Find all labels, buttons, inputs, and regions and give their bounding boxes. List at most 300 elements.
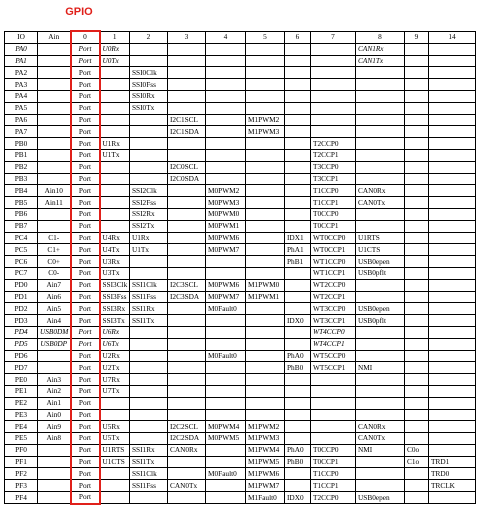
function-cell [246,220,285,232]
function-cell [429,102,476,114]
table-row [5,90,476,102]
function-cell [356,350,405,362]
function-cell [405,126,429,138]
function-cell [130,267,168,279]
analog-input-cell: Ain10 [38,185,71,197]
function-cell [246,409,285,421]
function-cell: I2C0SCL [168,161,206,173]
function-cell [168,90,206,102]
function-cell: M1PWM6 [246,468,285,480]
function-cell [429,315,476,327]
function-cell [246,350,285,362]
function-cell [168,244,206,256]
gpio-port-cell: Port [71,102,100,114]
table-row [5,114,476,126]
function-cell [206,161,246,173]
header-func-9: 9 [405,31,429,43]
gpio-port-cell: Port [71,173,100,185]
function-cell [405,279,429,291]
function-cell [405,421,429,433]
function-cell: T2CCP0 [311,138,356,150]
function-cell [246,315,285,327]
function-cell: T1CCP0 [311,185,356,197]
function-cell [100,67,130,79]
function-cell: U1RTS [100,444,130,456]
pin-name: PD3 [5,315,38,327]
function-cell: SSI1Rx [130,303,168,315]
function-cell [246,208,285,220]
function-cell: M1PWM3 [246,433,285,445]
analog-input-cell [38,138,71,150]
function-cell [246,149,285,161]
table-row [5,220,476,232]
function-cell [285,185,311,197]
pin-name: PB3 [5,173,38,185]
function-cell [356,374,405,386]
function-cell: T1CCP0 [311,468,356,480]
function-cell [356,326,405,338]
function-cell [429,326,476,338]
function-cell [246,303,285,315]
function-cell [285,197,311,209]
function-cell: M0PWM6 [206,232,246,244]
function-cell [100,468,130,480]
function-cell [356,208,405,220]
function-cell: SSI3Clk [100,279,130,291]
function-cell [246,43,285,55]
analog-input-cell [38,362,71,374]
header-func-14: 14 [429,31,476,43]
pin-name: PA2 [5,67,38,79]
function-cell [429,374,476,386]
function-cell [356,338,405,350]
function-cell [405,303,429,315]
table-row [5,173,476,185]
function-cell [285,79,311,91]
header-ain: Ain [38,31,71,43]
function-cell: C0o [405,444,429,456]
function-cell: WT3CCP1 [311,315,356,327]
function-cell [206,409,246,421]
pin-name: PB0 [5,138,38,150]
pin-mux-table [4,30,476,505]
pin-name: PE4 [5,421,38,433]
function-cell [405,350,429,362]
function-cell [405,173,429,185]
function-cell [168,468,206,480]
function-cell [356,385,405,397]
function-cell [356,67,405,79]
function-cell [206,149,246,161]
function-cell [311,102,356,114]
analog-input-cell [38,161,71,173]
function-cell [405,385,429,397]
function-cell [285,208,311,220]
function-cell [429,433,476,445]
pin-name: PB6 [5,208,38,220]
function-cell: CAN0Rx [168,444,206,456]
function-cell [130,338,168,350]
function-cell [429,114,476,126]
function-cell [130,149,168,161]
table-row [5,303,476,315]
gpio-column-label: GPIO [65,6,93,18]
function-cell [405,138,429,150]
function-cell: IDX0 [285,315,311,327]
function-cell [130,114,168,126]
function-cell [168,185,206,197]
table-row [5,267,476,279]
function-cell [405,43,429,55]
function-cell [100,208,130,220]
function-cell: TRD0 [429,468,476,480]
analog-input-cell: USB0DP [38,338,71,350]
function-cell: SSI1Clk [130,468,168,480]
function-cell: T1CCP1 [311,197,356,209]
function-cell [246,374,285,386]
pin-name: PF2 [5,468,38,480]
pin-name: PA3 [5,79,38,91]
function-cell: WT1CCP0 [311,256,356,268]
function-cell: U4Tx [100,244,130,256]
function-cell: M1PWM4 [246,444,285,456]
function-cell [168,350,206,362]
gpio-port-cell: Port [71,421,100,433]
function-cell: TRD1 [429,456,476,468]
function-cell [100,185,130,197]
analog-input-cell: C1+ [38,244,71,256]
function-cell [130,385,168,397]
function-cell [405,492,429,504]
function-cell [206,43,246,55]
function-cell [285,43,311,55]
gpio-port-cell: Port [71,197,100,209]
gpio-port-cell: Port [71,385,100,397]
function-cell: M1PWM2 [246,114,285,126]
function-cell: WT2CCP1 [311,291,356,303]
function-cell: PhA0 [285,350,311,362]
header-gpio-0: 0 [71,31,100,43]
pin-name: PB2 [5,161,38,173]
function-cell: PhB0 [285,456,311,468]
function-cell [168,149,206,161]
function-cell [405,67,429,79]
function-cell: M0Fault0 [206,350,246,362]
function-cell [405,326,429,338]
function-cell [285,433,311,445]
analog-input-cell: Ain1 [38,397,71,409]
function-cell [285,385,311,397]
function-cell: PhB1 [285,256,311,268]
function-cell [311,421,356,433]
table-row [5,279,476,291]
analog-input-cell: Ain4 [38,315,71,327]
function-cell [429,421,476,433]
function-cell [206,90,246,102]
function-cell [356,114,405,126]
function-cell [168,43,206,55]
function-cell [405,409,429,421]
function-cell [100,397,130,409]
analog-input-cell [38,208,71,220]
table-row [5,126,476,138]
function-cell: T0CCP1 [311,220,356,232]
function-cell [429,138,476,150]
function-cell [168,55,206,67]
function-cell [429,350,476,362]
function-cell [285,102,311,114]
function-cell: WT4CCP1 [311,338,356,350]
function-cell [429,161,476,173]
function-cell [168,102,206,114]
function-cell [405,397,429,409]
function-cell [206,456,246,468]
function-cell: SSI0Fss [130,79,168,91]
function-cell [285,55,311,67]
pin-name: PD5 [5,338,38,350]
function-cell [130,126,168,138]
pin-name: PF4 [5,492,38,504]
function-cell [429,303,476,315]
function-cell [285,468,311,480]
gpio-port-cell: Port [71,480,100,492]
function-cell: M1PWM7 [246,480,285,492]
analog-input-cell [38,67,71,79]
table-row [5,149,476,161]
function-cell: T0CCP1 [311,456,356,468]
function-cell: T2CCP0 [311,492,356,504]
pin-name: PF0 [5,444,38,456]
function-cell [168,338,206,350]
function-cell: M1PWM0 [246,279,285,291]
function-cell [405,90,429,102]
table-row [5,79,476,91]
function-cell [285,409,311,421]
pin-name: PD0 [5,279,38,291]
table-row [5,67,476,79]
function-cell [285,480,311,492]
gpio-port-cell: Port [71,362,100,374]
function-cell [130,374,168,386]
function-cell: U3Rx [100,256,130,268]
analog-input-cell [38,444,71,456]
function-cell [356,173,405,185]
table-row [5,138,476,150]
pin-name: PE3 [5,409,38,421]
function-cell: M0PWM7 [206,244,246,256]
function-cell: IDX0 [285,492,311,504]
function-cell: U6Tx [100,338,130,350]
function-cell [168,208,206,220]
function-cell [100,480,130,492]
function-cell [311,79,356,91]
function-cell [311,433,356,445]
function-cell [168,267,206,279]
function-cell [405,480,429,492]
function-cell [405,244,429,256]
gpio-port-cell: Port [71,374,100,386]
function-cell [429,90,476,102]
pin-name: PF3 [5,480,38,492]
function-cell: USB0epen [356,256,405,268]
function-cell: M0PWM4 [206,421,246,433]
function-cell [130,433,168,445]
function-cell: U0Tx [100,55,130,67]
function-cell: NMI [356,362,405,374]
function-cell: SSI1Rx [130,444,168,456]
function-cell: SSI3Tx [100,315,130,327]
header-row [5,31,476,43]
pin-name: PA5 [5,102,38,114]
function-cell [285,149,311,161]
function-cell [206,338,246,350]
function-cell [246,244,285,256]
function-cell [429,79,476,91]
function-cell [130,362,168,374]
function-cell [285,126,311,138]
analog-input-cell: Ain0 [38,409,71,421]
function-cell: WT4CCP0 [311,326,356,338]
function-cell: U5Rx [100,421,130,433]
function-cell [168,197,206,209]
function-cell [356,90,405,102]
function-cell [100,79,130,91]
analog-input-cell [38,114,71,126]
analog-input-cell: Ain6 [38,291,71,303]
pin-name: PA4 [5,90,38,102]
gpio-port-cell: Port [71,326,100,338]
function-cell [206,126,246,138]
function-cell [246,173,285,185]
gpio-port-cell: Port [71,492,100,504]
gpio-port-cell: Port [71,161,100,173]
function-cell [246,326,285,338]
function-cell [246,67,285,79]
function-cell: U2Tx [100,362,130,374]
gpio-port-cell: Port [71,291,100,303]
gpio-port-cell: Port [71,468,100,480]
table-row [5,232,476,244]
pin-name: PC6 [5,256,38,268]
function-cell [311,126,356,138]
function-cell [206,79,246,91]
function-cell: I2C1SDA [168,126,206,138]
pin-mux-table-body [5,31,476,504]
function-cell: U7Tx [100,385,130,397]
gpio-port-cell: Port [71,220,100,232]
function-cell [130,421,168,433]
function-cell [429,244,476,256]
function-cell: PhB0 [285,362,311,374]
header-io: IO [5,31,38,43]
function-cell: SSI1Fss [130,480,168,492]
function-cell [311,67,356,79]
pin-name: PA6 [5,114,38,126]
table-row [5,338,476,350]
function-cell [206,362,246,374]
function-cell: USB0epen [356,303,405,315]
function-cell [311,55,356,67]
function-cell: U1RTS [356,232,405,244]
function-cell [405,468,429,480]
function-cell [168,362,206,374]
function-cell [429,256,476,268]
function-cell: WT0CCP0 [311,232,356,244]
function-cell: CAN0Tx [168,480,206,492]
function-cell [285,173,311,185]
function-cell [206,102,246,114]
function-cell [168,232,206,244]
table-row [5,197,476,209]
function-cell [168,67,206,79]
function-cell [246,185,285,197]
gpio-port-cell: Port [71,126,100,138]
function-cell: SSI1Tx [130,315,168,327]
function-cell [429,279,476,291]
table-row [5,291,476,303]
function-cell [130,256,168,268]
pin-name: PF1 [5,456,38,468]
function-cell [100,492,130,504]
table-row [5,55,476,67]
function-cell [206,444,246,456]
function-cell [356,79,405,91]
pin-name: PD4 [5,326,38,338]
table-row [5,421,476,433]
function-cell [130,350,168,362]
function-cell [168,315,206,327]
function-cell [285,303,311,315]
header-func-5: 5 [246,31,285,43]
function-cell: CAN1Tx [356,55,405,67]
function-cell [311,385,356,397]
pin-name: PE5 [5,433,38,445]
function-cell [356,149,405,161]
function-cell [405,220,429,232]
pin-name: PB4 [5,185,38,197]
function-cell: M1PWM1 [246,291,285,303]
function-cell: CAN1Rx [356,43,405,55]
function-cell [100,409,130,421]
function-cell [130,138,168,150]
analog-input-cell [38,468,71,480]
function-cell: SSI1Clk [130,279,168,291]
table-row [5,43,476,55]
function-cell [130,409,168,421]
analog-input-cell: USB0DM [38,326,71,338]
function-cell [246,256,285,268]
function-cell: M0PWM2 [206,185,246,197]
analog-input-cell [38,350,71,362]
function-cell: U5Tx [100,433,130,445]
analog-input-cell: Ain5 [38,303,71,315]
table-row [5,161,476,173]
function-cell: CAN0Rx [356,421,405,433]
function-cell [405,185,429,197]
function-cell: SSI2Rx [130,208,168,220]
function-cell: WT5CCP1 [311,362,356,374]
function-cell [168,409,206,421]
function-cell [130,326,168,338]
header-func-3: 3 [168,31,206,43]
function-cell [246,267,285,279]
analog-input-cell: C1- [38,232,71,244]
function-cell: USB0pflt [356,315,405,327]
function-cell [429,444,476,456]
function-cell: U1Tx [130,244,168,256]
table-row [5,244,476,256]
function-cell [246,90,285,102]
